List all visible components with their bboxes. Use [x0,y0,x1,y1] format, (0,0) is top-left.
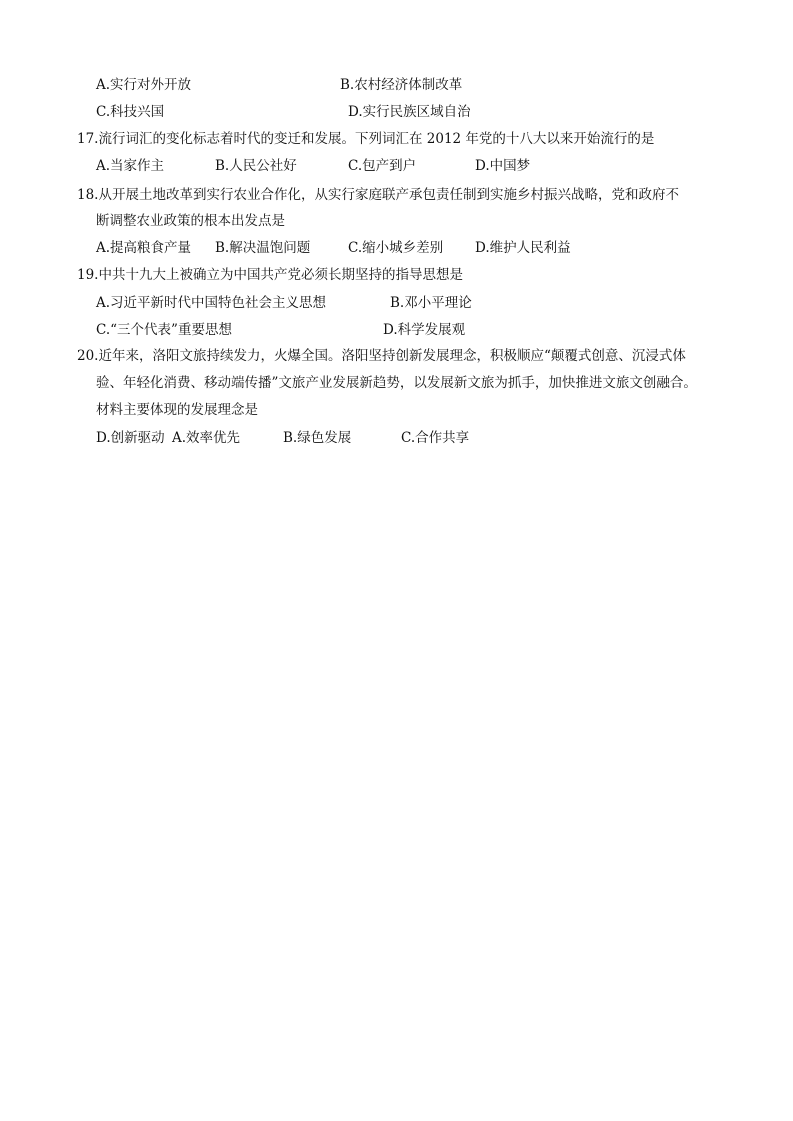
q20-option-b: B.绿色发展 [283,430,352,446]
q16-option-c: C.科技兴国 [96,104,165,120]
q19-option-b: B.邓小平理论 [390,295,472,311]
q17-option-c: C.包产到户 [348,158,417,174]
q20-option-d: D.创新驱动 [96,430,165,446]
q19-option-c: C.“三个代表”重要思想 [96,322,232,338]
q17-stem: 17.流行词汇的变化标志着时代的变迁和发展。下列词汇在 2012 年党的十八大以来开始流行的是 [77,131,655,147]
q18-stem-line-1: 18.从开展土地改革到实行农业合作化，从实行家庭联产承包责任制到实施乡村振兴战略，党和政府不 [77,187,679,203]
q18-option-b: B.解决温饱问题 [215,240,311,256]
q20-stem-line-1: 20.近年来，洛阳文旅持续发力，火爆全国。洛阳坚持创新发展理念，积极顺应“颠覆式创意、沉浸式体 [77,348,686,364]
q20-stem-line-2: 验、年轻化消费、移动端传播”文旅产业发展新趋势，以发展新文旅为抓手，加快推进文旅文创融合。 [96,375,697,391]
q19-option-a: A.习近平新时代中国特色社会主义思想 [96,295,327,311]
q17-option-a: A.当家作主 [96,158,165,174]
q17-option-b: B.人民公社好 [215,158,297,174]
q16-option-a: A.实行对外开放 [96,77,192,93]
q17-option-d: D.中国梦 [475,158,531,174]
q18-option-a: A.提高粮食产量 [96,240,192,256]
q20-option-c: C.合作共享 [401,430,470,446]
q20-option-a: A.效率优先 [172,430,241,446]
q18-stem-line-2: 断调整农业政策的根本出发点是 [96,213,285,229]
q19-option-d: D.科学发展观 [383,322,466,338]
q18-option-c: C.缩小城乡差别 [348,240,444,256]
q16-option-b: B.农村经济体制改革 [340,77,463,93]
q18-option-d: D.维护人民利益 [475,240,571,256]
q20-stem-line-3: 材料主要体现的发展理念是 [96,402,258,418]
q19-stem: 19.中共十九大上被确立为中国共产党必须长期坚持的指导思想是 [77,267,463,283]
q16-option-d: D.实行民族区域自治 [348,104,471,120]
